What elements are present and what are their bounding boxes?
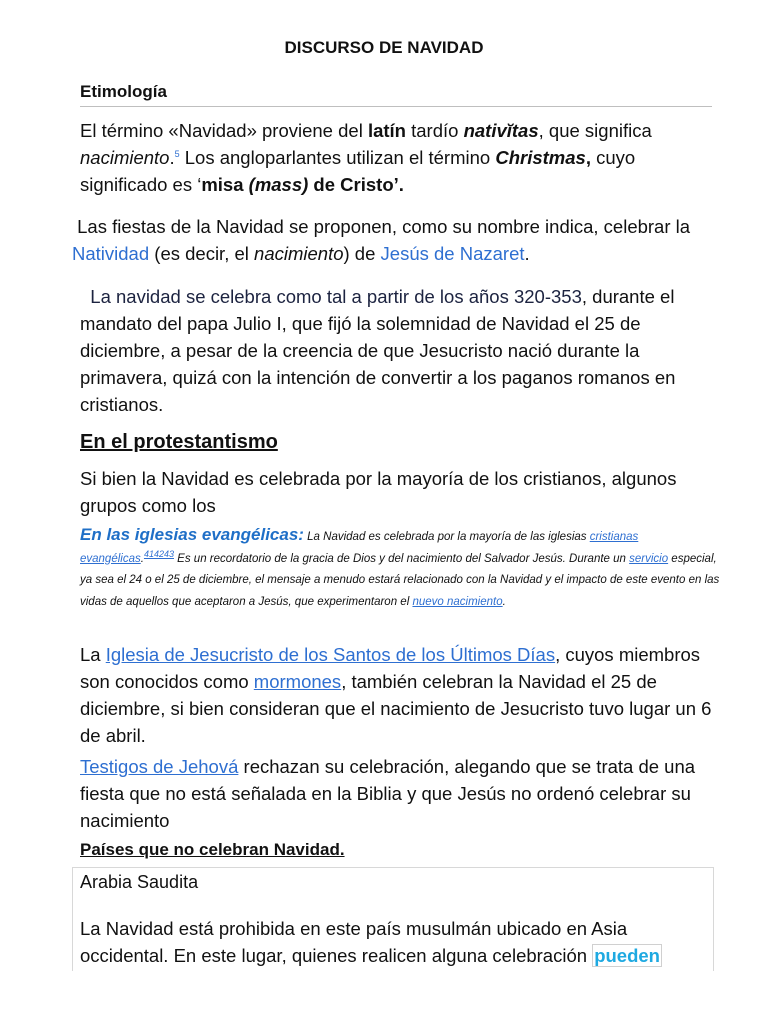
text-run: , también celebran la Navidad el 25 de diciembre, si bien consideran que el nacimiento de Jesucristo tuvo lugar un 6 de abril. (80, 671, 712, 746)
paragraph-mormones (80, 641, 720, 749)
text-run: La navidad se celebra como tal a partir de los años 320-353 (90, 286, 582, 307)
link-testigos-de-jehova[interactable]: Testigos de Jehová (80, 756, 239, 777)
paragraph-fiestas (72, 213, 732, 267)
text-bold-italic: Christmas (495, 147, 586, 168)
link-jesus-de-nazaret[interactable]: Jesús de Nazaret (380, 243, 525, 264)
text-run: . (169, 147, 175, 168)
link-mormones[interactable]: mormones (253, 671, 342, 692)
text-run: La (80, 644, 106, 665)
text-run: rechazan su celebración, alegando que se trata de una fiesta que no está señalada en la Biblia y que Jesús no ordenó celebrar su nacimiento (80, 756, 696, 831)
text-bold: , (585, 147, 591, 168)
footnote-link[interactable]: 5 (174, 148, 180, 159)
text-run: especial, ya sea el 24 o el 25 de diciembre, el mensaje a menudo estará relacionado con la Navidad y el impacto de este evento en las vidas de aquellos que aceptaron a Jesús, que experimentaron el (80, 552, 720, 608)
text-run: . (524, 243, 530, 264)
paragraph-celebracion (80, 283, 720, 418)
paragraph-etimologia (80, 117, 720, 198)
text-run: . (140, 552, 144, 565)
text-italic: nacimiento (80, 147, 170, 168)
text-run: La Navidad es celebrada por la mayoría de las iglesias (303, 531, 590, 543)
text-run: ) de (343, 243, 381, 264)
link-nuevo-nacimiento[interactable]: nuevo nacimiento (412, 595, 503, 608)
text-run: . (502, 595, 506, 608)
text-run: tardío (405, 120, 464, 141)
link-iglesia-jesucristo[interactable]: Iglesia de Jesucristo de los Santos de los Últimos Días (105, 644, 556, 665)
footnote-link[interactable]: 414243 (143, 548, 174, 559)
text-run: El término «Navidad» proviene del (80, 120, 368, 141)
document-title: DISCURSO DE NAVIDAD (284, 38, 484, 57)
paragraph-testigos (80, 753, 720, 834)
paragraph-protestantismo: Si bien la Navidad es celebrada por la mayoría de los cristianos, algunos grupos como los (80, 468, 677, 516)
evangelicas-lead: En las iglesias evangélicas: (80, 525, 304, 544)
link-cristianas-evangelicas[interactable]: cristianas evangélicas (80, 531, 639, 565)
link-natividad[interactable]: Natividad (72, 243, 150, 264)
link-servicio[interactable]: servicio (629, 552, 669, 565)
text-bold-italic: nativĭtas (463, 120, 539, 141)
highlighted-word: pueden (594, 945, 660, 966)
text-run: Es un recordatorio de la gracia de Dios y del nacimiento del Salvador Jesús. Durante un (173, 552, 630, 565)
text-run: , cuyos miembros son conocidos como (80, 644, 701, 692)
text-italic: nacimiento (254, 243, 344, 264)
paragraph-evangelicas (80, 524, 720, 613)
paragraph-arabia (80, 915, 700, 969)
heading-divider (80, 106, 712, 107)
text-bold-italic: (mass) (248, 174, 309, 195)
heading-etimologia: Etimología (80, 82, 167, 101)
text-run: La Navidad está prohibida en este país musulmán ubicado en Asia occidental. En este lugar, quienes realicen alguna celebración (80, 918, 628, 966)
heading-paises: Países que no celebran Navidad. (80, 840, 345, 859)
heading-protestantismo: En el protestantismo (80, 431, 278, 453)
text-run: cuyo significado es ‘ (80, 147, 636, 195)
text-bold: de Cristo’. (308, 174, 404, 195)
text-run: , que significa (538, 120, 652, 141)
text-bold: latín (367, 120, 406, 141)
text-run: (es decir, el (149, 243, 255, 264)
text-bold: misa (201, 174, 249, 195)
country-name: Arabia Saudita (80, 872, 199, 892)
text-run: Las fiestas de la Navidad se proponen, como su nombre indica, celebrar la (77, 216, 691, 237)
text-run: Los angloparlantes utilizan el término (179, 147, 496, 168)
text-run: , durante el mandato del papa Julio I, que fijó la solemnidad de Navidad el 25 de diciembre, a pesar de la creencia de que Jesucristo nació durante la primavera, quizá con la intención de convertir a los paganos romanos en cristianos. (80, 286, 676, 415)
